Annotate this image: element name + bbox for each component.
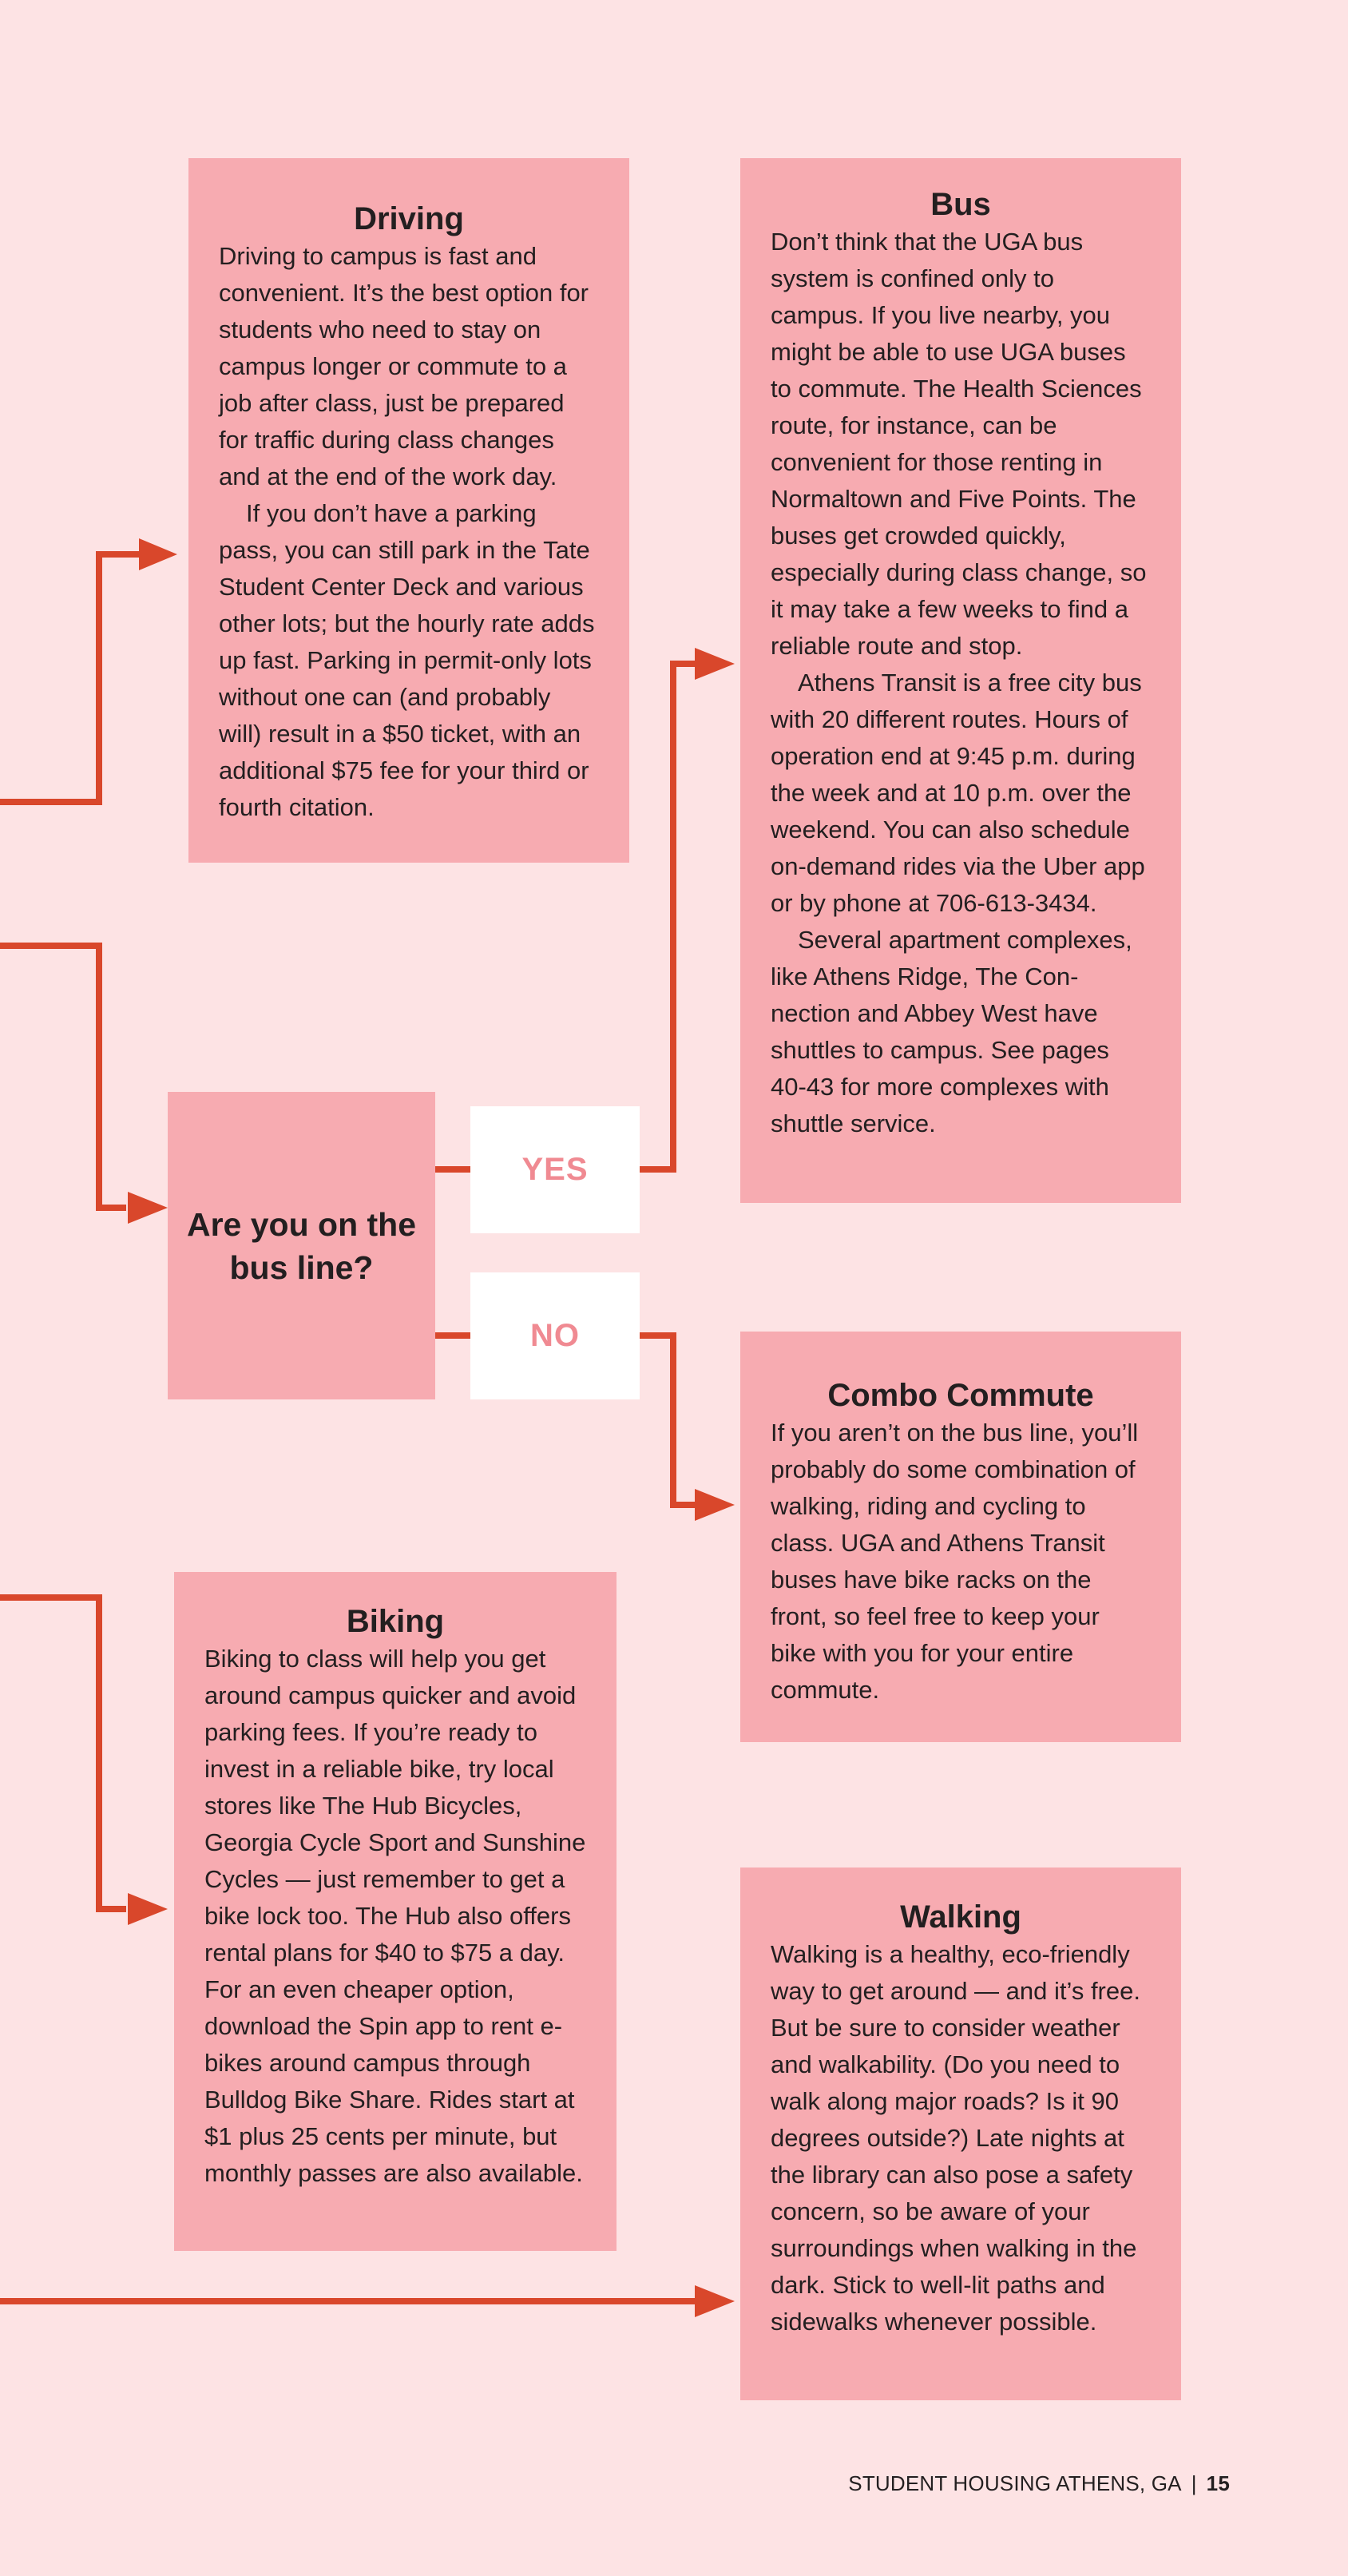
walking-title: Walking xyxy=(900,1899,1021,1935)
footer-separator: | xyxy=(1191,2471,1197,2495)
biking-title: Biking xyxy=(346,1604,445,1639)
publication-name: STUDENT HOUSING ATHENS, GA xyxy=(848,2471,1182,2495)
arrowhead-question xyxy=(128,1192,168,1224)
bus-paragraph-3: Several apartment complexes, like Athens Ridge, The Con-nection and Abbey West have shuttles to campus. See pages 40-43 for more complexes with shuttle service. xyxy=(771,926,1132,1137)
biking-paragraph: Biking to class will help you get around campus quicker and avoid parking fees. If you’re ready to invest in a reliable bike, try local stores like The Hub Bicycles, Georgia Cycle Sport and Sunshine Cycles — just remember to get a bike lock too. The Hub also offers rental plans for $40 to $75 a day. For an even cheaper option, download the Spin app to rent e-bikes around campus through Bulldog Bike Share. Rides start at $1 plus 25 cents per minute, but monthly passes are also available. xyxy=(204,1645,586,2187)
page-footer xyxy=(848,2471,1230,2496)
combo-commute-box xyxy=(740,1332,1181,1742)
arrow-yes-to-bus-line xyxy=(640,664,695,1169)
page-number: 15 xyxy=(1206,2471,1230,2495)
arrowhead-bus xyxy=(695,648,735,680)
bus-line-question-box xyxy=(168,1092,435,1399)
driving-box xyxy=(188,158,629,863)
combo-commute-title: Combo Commute xyxy=(827,1378,1094,1413)
yes-answer: YES xyxy=(470,1106,640,1233)
bus-title: Bus xyxy=(930,187,991,222)
arrowhead-driving xyxy=(139,538,177,570)
arrowhead-biking xyxy=(128,1893,168,1925)
walking-paragraph: Walking is a healthy, eco-friendly way to get around — and it’s free. But be sure to consider weather and walkability. (Do you need to walk along major roads? Is it 90 degrees outside?) Late nights at the library can also pose a safety concern, so be aware of your surroundings when walking in the dark. Stick to well-lit paths and sidewalks whenever possible. xyxy=(771,1940,1140,2336)
driving-paragraph-2: If you don’t have a parking pass, you can still park in the Tate Student Center Deck and various other lots; but the hourly rate adds up fast. Parking in permit-only lots without one can (and probably will) result in a $50 ticket, with an additional $75 fee for your third or fourth citation. xyxy=(219,499,595,821)
arrow-to-driving xyxy=(0,554,142,802)
no-answer: NO xyxy=(470,1272,640,1399)
arrowhead-combo xyxy=(695,1489,735,1521)
arrow-to-biking xyxy=(0,1598,126,1909)
arrowhead-walking xyxy=(695,2285,735,2317)
bus-paragraph-1: Don’t think that the UGA bus system is confined only to campus. If you live nearby, you might be able to use UGA buses to commute. The Health Sciences route, for instance, can be convenient for those renting in Normaltown and Five Points. The buses get crowded quickly, especially during class change, so it may take a few weeks to find a reliable route and stop. xyxy=(771,228,1147,660)
driving-paragraph-1: Driving to campus is fast and convenient. It’s the best option for students who need to stay on campus longer or commute to a job after class, just be prepared for traffic during class changes and at the end of the work day. xyxy=(219,242,589,490)
arrow-no-to-combo xyxy=(640,1336,695,1505)
bus-box xyxy=(740,158,1181,1203)
bus-paragraph-2: Athens Transit is a free city bus with 20 different routes. Hours of operation end at 9:45 p.m. during the week and at 10 p.m. over the weekend. You can also schedule on-demand rides via the Uber app or by phone at 706-613-3434. xyxy=(771,669,1145,917)
bus-line-question: Are you on the bus line? xyxy=(186,1205,417,1286)
arrow-to-question xyxy=(0,946,126,1208)
combo-commute-paragraph: If you aren’t on the bus line, you’ll probably do some combination of walking, riding and cycling to class. UGA and Athens Transit buses have bike racks on the front, so feel free to keep your bike with you for your entire commute. xyxy=(771,1419,1139,1704)
biking-box xyxy=(174,1572,617,2251)
walking-box xyxy=(740,1868,1181,2400)
driving-title: Driving xyxy=(354,201,464,236)
